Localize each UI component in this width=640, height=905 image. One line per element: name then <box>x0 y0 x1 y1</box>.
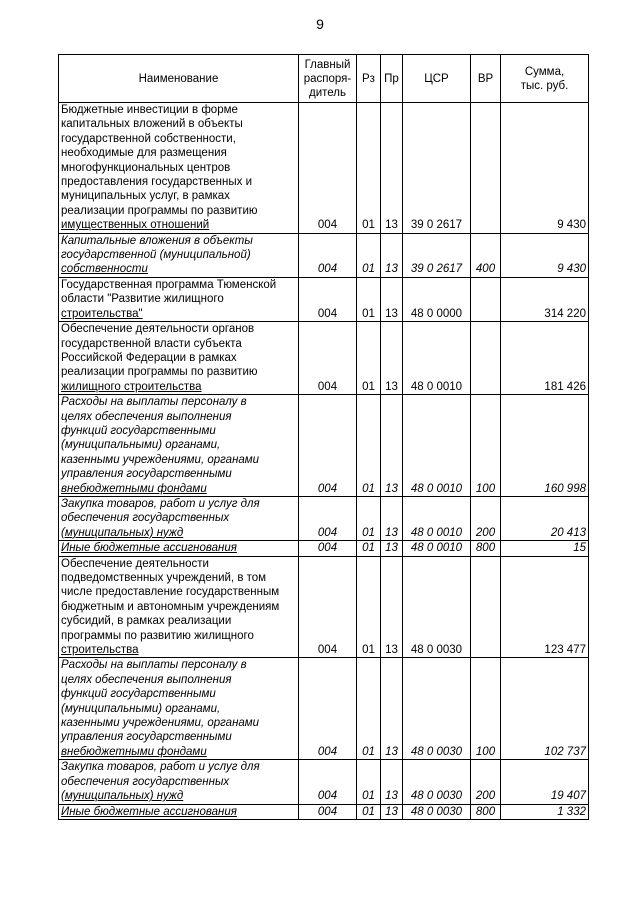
budget-table <box>58 54 589 820</box>
row-vr: 200 <box>471 496 501 540</box>
row-name-line: (муниципальными) органами, <box>61 439 221 452</box>
row-name-line: казенными учреждениями, органами <box>61 717 260 730</box>
row-rz: 01 <box>357 556 381 658</box>
header-sum-line: тыс. руб. <box>520 79 569 92</box>
row-sum: 123 477 <box>501 556 589 658</box>
row-pr: 13 <box>381 760 403 804</box>
page-number: 9 <box>316 16 324 32</box>
row-name-line: (муниципальных) нужд <box>61 790 184 803</box>
row-vr <box>471 556 501 658</box>
row-name-line: Расходы на выплаты персоналу в <box>61 659 247 672</box>
row-name-line: субсидий, в рамках реализации <box>61 615 232 628</box>
header-vr: ВР <box>471 55 501 103</box>
row-rz: 01 <box>357 277 381 321</box>
row-rz: 01 <box>357 395 381 497</box>
row-name-line: Расходы на выплаты персоналу в <box>61 396 247 409</box>
table-row <box>59 103 589 234</box>
table-row <box>59 496 589 540</box>
row-rz: 01 <box>357 658 381 760</box>
table-row <box>59 760 589 804</box>
row-name <box>59 233 299 277</box>
row-name <box>59 103 299 234</box>
row-sum: 19 407 <box>501 760 589 804</box>
row-name <box>59 541 299 556</box>
row-csr: 48 0 0030 <box>403 804 471 819</box>
row-glavny: 004 <box>299 277 357 321</box>
row-vr: 100 <box>471 395 501 497</box>
header-sum-line: Сумма, <box>524 65 565 78</box>
row-vr: 800 <box>471 804 501 819</box>
row-name-line: жилищного строительства <box>61 380 202 393</box>
row-sum: 102 737 <box>501 658 589 760</box>
row-csr: 39 0 2617 <box>403 233 471 277</box>
row-glavny: 004 <box>299 804 357 819</box>
row-glavny: 004 <box>299 760 357 804</box>
row-sum: 9 430 <box>501 233 589 277</box>
row-name-line: целях обеспечения выполнения <box>61 410 232 423</box>
row-csr: 48 0 0010 <box>403 496 471 540</box>
row-name-line: функций государственными <box>61 424 216 437</box>
row-name-line: предоставления государственных и <box>61 176 252 189</box>
row-sum: 1 332 <box>501 804 589 819</box>
row-csr: 48 0 0010 <box>403 541 471 556</box>
row-rz: 01 <box>357 496 381 540</box>
row-sum: 160 998 <box>501 395 589 497</box>
row-rz: 01 <box>357 541 381 556</box>
row-vr <box>471 103 501 234</box>
row-pr: 13 <box>381 658 403 760</box>
row-vr: 800 <box>471 541 501 556</box>
row-vr <box>471 277 501 321</box>
row-name-line: обеспечения государственных <box>61 512 230 525</box>
header-glavny-line: дитель <box>309 86 346 99</box>
row-rz: 01 <box>357 322 381 395</box>
row-vr: 400 <box>471 233 501 277</box>
row-name-line: Российской Федерации в рамках <box>61 351 237 364</box>
row-vr <box>471 322 501 395</box>
row-pr: 13 <box>381 541 403 556</box>
table-row <box>59 277 589 321</box>
row-name-line: функций государственными <box>61 688 216 701</box>
row-glavny: 004 <box>299 395 357 497</box>
row-name-line: внебюджетными фондами <box>61 745 207 758</box>
row-csr: 48 0 0010 <box>403 395 471 497</box>
row-rz: 01 <box>357 760 381 804</box>
row-pr: 13 <box>381 277 403 321</box>
row-pr: 13 <box>381 103 403 234</box>
row-csr: 39 0 2617 <box>403 103 471 234</box>
row-name-line: многофункциональных центров <box>61 161 231 174</box>
row-pr: 13 <box>381 496 403 540</box>
table-row <box>59 541 589 556</box>
row-name <box>59 556 299 658</box>
row-name-line: строительства" <box>61 307 143 320</box>
row-glavny: 004 <box>299 103 357 234</box>
header-pr: Пр <box>381 55 403 103</box>
row-name-line: Государственная программа Тюменской <box>61 278 277 291</box>
table-body <box>59 103 589 820</box>
table-row <box>59 556 589 658</box>
row-name-line: (муниципальных) нужд <box>61 526 184 539</box>
table-row <box>59 395 589 497</box>
row-name-line: Иные бюджетные ассигнования <box>61 805 237 818</box>
row-name-line: Бюджетные инвестиции в форме <box>61 104 238 116</box>
row-name-line: подведомственных учреждений, в том <box>61 572 267 584</box>
table-row <box>59 233 589 277</box>
table-row <box>59 658 589 760</box>
row-sum: 314 220 <box>501 277 589 321</box>
row-name-line: муниципальных услуг, в рамках <box>61 190 230 203</box>
row-glavny: 004 <box>299 556 357 658</box>
row-name <box>59 804 299 819</box>
row-pr: 13 <box>381 804 403 819</box>
row-csr: 48 0 0030 <box>403 760 471 804</box>
row-name-line: Капитальные вложения в объекты <box>61 234 253 247</box>
table-row <box>59 804 589 819</box>
header-glavny-line: распоря- <box>303 72 352 85</box>
row-glavny: 004 <box>299 496 357 540</box>
row-glavny: 004 <box>299 233 357 277</box>
row-name-line: необходимые для размещения <box>61 147 227 160</box>
row-name-line: Иные бюджетные ассигнования <box>61 542 237 555</box>
row-glavny: 004 <box>299 541 357 556</box>
row-pr: 13 <box>381 395 403 497</box>
row-csr: 48 0 0010 <box>403 322 471 395</box>
row-vr: 100 <box>471 658 501 760</box>
row-name-line: имущественных отношений <box>61 219 210 232</box>
row-name-line: управления государственными <box>61 731 232 744</box>
row-name <box>59 277 299 321</box>
table-row <box>59 322 589 395</box>
row-name-line: казенными учреждениями, органами <box>61 453 260 466</box>
row-rz: 01 <box>357 804 381 819</box>
row-name-line: обеспечения государственных <box>61 775 230 788</box>
row-csr: 48 0 0000 <box>403 277 471 321</box>
row-name-line: бюджетным и автономным учреждениям <box>61 600 280 613</box>
row-sum: 9 430 <box>501 103 589 234</box>
row-name-line: программы по развитию жилищного <box>61 629 254 642</box>
row-name-line: собственности <box>61 263 148 276</box>
row-glavny: 004 <box>299 322 357 395</box>
row-pr: 13 <box>381 556 403 658</box>
header-name: Наименование <box>59 55 299 103</box>
row-pr: 13 <box>381 233 403 277</box>
row-name-line: реализации программы по развитию <box>61 366 258 379</box>
row-rz: 01 <box>357 233 381 277</box>
row-vr: 200 <box>471 760 501 804</box>
row-name-line: Обеспечение деятельности органов <box>61 323 255 336</box>
row-name-line: реализации программы по развитию <box>61 204 258 217</box>
row-name-line: управления государственными <box>61 468 232 481</box>
header-csr: ЦСР <box>403 55 471 103</box>
row-name-line: Закупка товаров, работ и услуг для <box>61 761 260 774</box>
row-sum: 15 <box>501 541 589 556</box>
row-name-line: государственной (муниципальной) <box>61 249 251 262</box>
row-name-line: числе предоставление государственным <box>61 586 280 599</box>
row-name <box>59 760 299 804</box>
row-name-line: внебюджетными фондами <box>61 482 207 495</box>
row-rz: 01 <box>357 103 381 234</box>
header-rz: Рз <box>357 55 381 103</box>
table-header-row <box>59 55 589 103</box>
row-name-line: Закупка товаров, работ и услуг для <box>61 497 260 510</box>
row-name <box>59 322 299 395</box>
row-name-line: области "Развитие жилищного <box>61 293 224 306</box>
row-name-line: государственной собственности, <box>61 132 236 145</box>
row-csr: 48 0 0030 <box>403 556 471 658</box>
row-sum: 20 413 <box>501 496 589 540</box>
header-sum <box>501 55 589 103</box>
row-sum: 181 426 <box>501 322 589 395</box>
row-name-line: строительства <box>61 644 139 657</box>
row-name <box>59 496 299 540</box>
row-name-line: (муниципальными) органами, <box>61 702 221 715</box>
row-glavny: 004 <box>299 658 357 760</box>
row-csr: 48 0 0030 <box>403 658 471 760</box>
row-name <box>59 395 299 497</box>
header-glavny-line: Главный <box>304 58 351 71</box>
row-name-line: целях обеспечения выполнения <box>61 673 232 686</box>
row-name <box>59 658 299 760</box>
row-pr: 13 <box>381 322 403 395</box>
row-name-line: государственной власти субъекта <box>61 337 242 350</box>
row-name-line: Обеспечение деятельности <box>61 557 209 570</box>
row-name-line: капитальных вложений в объекты <box>61 118 243 131</box>
header-glavny <box>299 55 357 103</box>
